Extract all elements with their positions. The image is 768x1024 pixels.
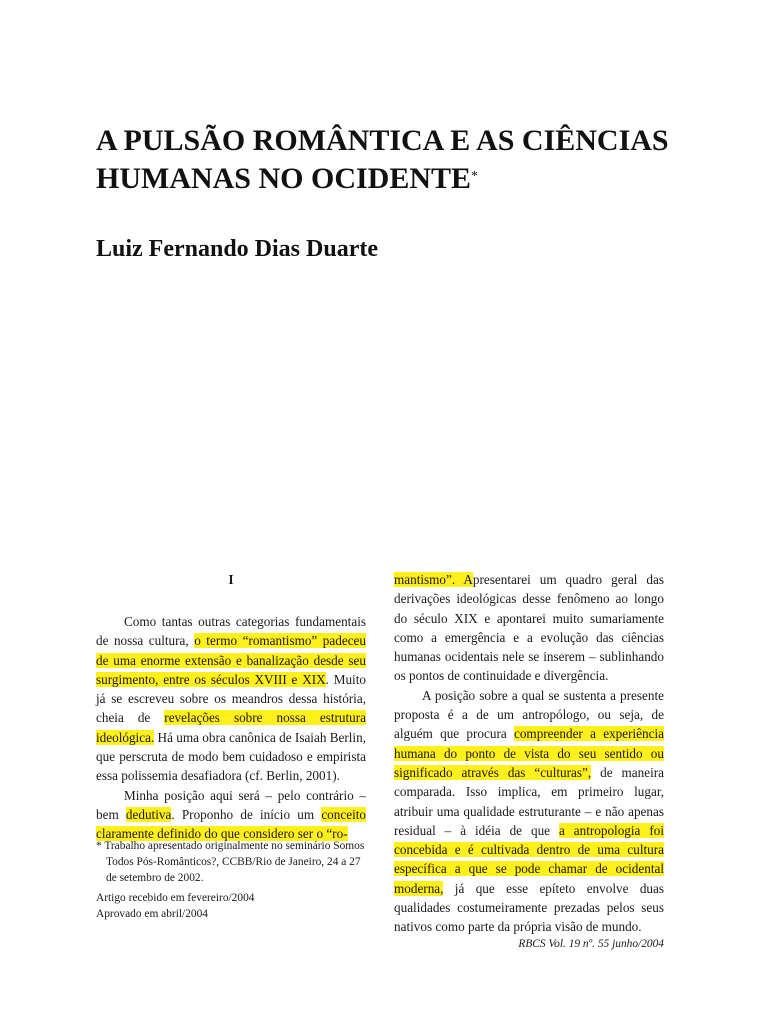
- paragraph: [394, 570, 664, 686]
- author-name: Luiz Fernando Dias Duarte: [96, 236, 378, 262]
- text-run: Há uma obra canônica de Isaiah Berlin, que perscruta de modo bem cuidadoso e empirista essa polissemia desafiadora (cf. Berlin, 2001).: [96, 729, 366, 784]
- highlight: conceito claramente definido do que considero ser o “ro-: [96, 806, 366, 842]
- highlight: compreender a experiência humana do ponto de vista do seu sentido ou significado através das “culturas”,: [394, 726, 664, 780]
- title-footnote-mark[interactable]: *: [471, 169, 479, 184]
- approved-date: Aprovado em abril/2004: [96, 908, 208, 920]
- article-title: [96, 122, 696, 198]
- left-column: [96, 612, 366, 844]
- text-run: . Proponho de início um: [171, 806, 322, 822]
- text-run: Como tantas outras categorias fundamentais de nossa cultura,: [96, 614, 366, 649]
- highlight: mantismo”. A: [394, 572, 473, 587]
- section-number: I: [228, 572, 234, 587]
- received-date: Artigo recebido em fevereiro/2004: [96, 892, 255, 904]
- text-run: . Muito já se escreveu sobre os meandros dessa história, cheia de: [96, 671, 366, 726]
- text-run: já que esse epíteto envolve duas qualidades costumeiramente prezadas pelos seus nativos como parte da própria visão de mundo.: [394, 880, 664, 935]
- text-run: Minha posição aqui será – pelo contrário – bem: [96, 787, 366, 822]
- highlight: revelações sobre nossa estrutura ideológica.: [96, 710, 366, 745]
- paragraph: [96, 612, 366, 786]
- footnote: [96, 838, 366, 886]
- paragraph: [96, 786, 366, 844]
- highlight: dedutiva: [125, 806, 172, 822]
- highlight: a antropologia foi concebida e é cultivada dentro de uma cultura específica a que se pode chamar de ocidental moderna,: [394, 822, 665, 896]
- right-column: [394, 570, 664, 937]
- journal-citation: RBCS Vol. 19 nº. 55 junho/2004: [518, 938, 664, 950]
- title-line-2: HUMANAS NO OCIDENTE: [96, 162, 472, 195]
- text-run: A posição sobre a qual se sustenta a presente proposta é a de um antropólogo, ou seja, de alguém que procura: [394, 687, 664, 742]
- title-line-1: A PULSÃO ROMÂNTICA E AS CIÊNCIAS: [96, 124, 669, 157]
- footnote-text: * Trabalho apresentado originalmente no seminário Somos Todos Pós-Românticos?, CCBB/Rio de Janeiro, 24 a 27 de setembro de 2002.: [96, 840, 365, 884]
- paragraph: [394, 686, 664, 937]
- article-dates: [96, 890, 254, 922]
- text-run: de maneira comparada. Isso implica, em primeiro lugar, atribuir uma qualidade estruturante – e não apenas residual – à idéia de que: [394, 764, 664, 838]
- highlight: o termo “romantismo” padeceu de uma enorme extensão e banalização desde seu surgimento, entre os séculos XVIII e XIX: [96, 633, 366, 687]
- text-run: presentarei um quadro geral das derivações ideológicas desse fenômeno ao longo do século XIX e apontarei muito sumariamente como a emergência e a evolução das ciências humanas ocidentais nele se inserem – sublinhando os pontos de continuidade e divergência.: [394, 572, 664, 684]
